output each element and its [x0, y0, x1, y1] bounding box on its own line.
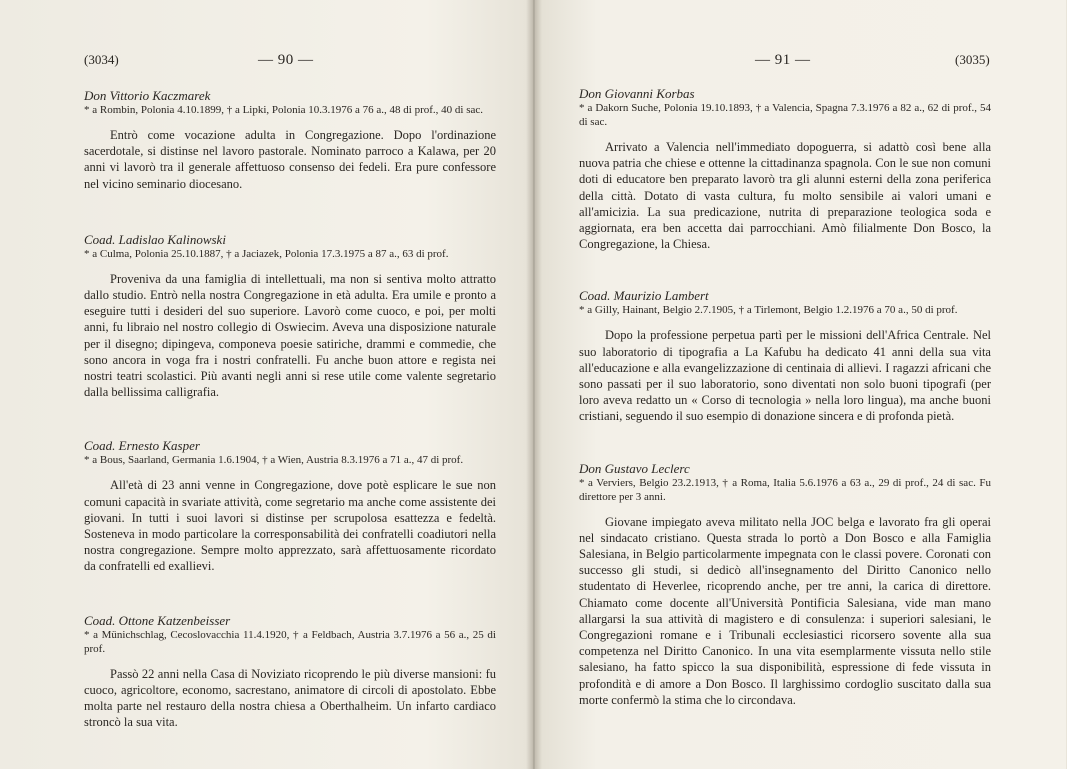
obituary-dates: * a Bous, Saarland, Germania 1.6.1904, † a Wien, Austria 8.3.1976 a 71 a., 47 di prof.: [84, 454, 464, 467]
obituary-entry: [84, 613, 496, 731]
obituary-dates: * a Gilly, Hainant, Belgio 2.7.1905, † a Tirlemont, Belgio 1.2.1976 a 70 a., 50 di prof.: [579, 304, 958, 317]
right-page: [533, 0, 1066, 769]
left-page: [0, 0, 533, 769]
obituary-name: Don Giovanni Korbas: [579, 86, 695, 101]
right-page-number: — 91 —: [755, 52, 811, 68]
obituary-dates: * a Münichschlag, Cecoslovacchia 11.4.1920, † a Feldbach, Austria 3.7.1976 a 56 a., 25 di prof.: [84, 628, 496, 655]
left-page-column: [84, 88, 496, 730]
obituary-dates: * a Dakorn Suche, Polonia 19.10.1893, † a Valencia, Spagna 7.3.1976 a 82 a., 62 di prof., 54 di sac.: [579, 102, 991, 128]
obituary-name: Don Vittorio Kaczmarek: [84, 88, 211, 103]
obituary-name: Don Gustavo Leclerc: [579, 460, 690, 476]
obituary-entry: [84, 438, 496, 574]
right-page-header: [533, 52, 1066, 72]
obituary-entry: [579, 288, 991, 424]
obituary-entry: [84, 88, 496, 192]
obituary-entry: [84, 232, 496, 401]
obituary-body: Arrivato a Valencia nell'immediato dopoguerra, si adattò così bene alla nuova patria che chiese e ottenne la cittadinanza spagnola. Con le sue non comuni doti di educatore ben preparato lavorò tra gli alunni esterni della zona periferica della città. Dotato di vasta cultura, fu molto sensibile ai valori umani e all'amicizia. La sua predicazione, nutrita di preparazione teologica soda e aggiornata, era ben accetta dai parrocchiani. Amò filialmente Don Bosco, la Congregazione, la Chiesa.: [579, 140, 991, 252]
obituary-body: Dopo la professione perpetua partì per le missioni dell'Africa Centrale. Nel suo laboratorio di tipografia a La Kafubu ha dedicato 41 anni della sua vita all'educazione e alla evangelizzazione di centinaia di allievi. I ragazzi africani che sono passati per il suo laboratorio, sono diventati non solo buoni tipografi (per loro aveva redatto un « Corso di tecnologia » nella loro lingua), ma anche buoni cristiani, seguendo il suo esempio di donazione sincera e di profonda pietà.: [579, 328, 991, 424]
obituary-entry: [579, 86, 991, 252]
obituary-body: Giovane impiegato aveva militato nella JOC belga e lavorato fra gli operai nel sindacato cristiano. Questa strada lo portò a Don Bosco e alla Famiglia Salesiana, in Belgio particolarmente impegnata con le classi povere. Coronati con successo gli studi, si dedicò all'insegnamento del Diritto Canonico nello studentato di Heverlee, ricoprendo anche, per tre anni, la carica di direttore. Chiamato come docente all'Università Pontificia Salesiana, vide man mano allargarsi la sua attività di magistero e di consulenza: i superiori salesiani, le Congregazioni romane e i Tribunali ecclesiastici ricorsero sovente alla sua competenza nel Diritto Canonico. In una vita esemplarmente vissuta nello stile salesiano, ha fatto spicco la sua disponibilità, espressione di fede vissuta in profondità e di amore a Don Bosco. Il larghissimo cordoglio suscitato dalla sua morte confermò la stima che lo circondava.: [579, 514, 991, 707]
obituary-body: Entrò come vocazione adulta in Congregazione. Dopo l'ordinazione sacerdotale, si distinse nel lavoro pastorale. Nominato parroco a Kalawa, per 20 anni vi lavorò tra il generale affettuoso consenso dei fedeli. Era pure confessore nel vicino seminario diocesano.: [84, 128, 496, 191]
right-page-column: [579, 86, 991, 708]
obituary-dates: * a Verviers, Belgio 23.2.1913, † a Roma, Italia 5.6.1976 a 63 a., 29 di prof., 24 di sac. Fu direttore per 3 anni.: [579, 476, 991, 503]
obituary-name: Coad. Ladislao Kalinowski: [84, 231, 226, 247]
right-page-code: (3035): [955, 52, 990, 67]
left-page-code: (3034): [84, 52, 119, 67]
obituary-name: Coad. Maurizio Lambert: [579, 288, 709, 304]
obituary-body: All'età di 23 anni venne in Congregazione, dove potè esplicare le sue non comuni capacità in svariate attività, come segretario ma anche come assistente dei giovani. In tutti i suoi lavori si distinse per scrupolosa esattezza e fedeltà. Sosteneva in modo particolare la corresponsabilità dei confratelli coadiutori nella nostra congregazione. Sempre molto apprezzato, sarà affettuosamente ricordato da confratelli ed exallievi.: [84, 478, 496, 574]
obituary-body: Passò 22 anni nella Casa di Noviziato ricoprendo le più diverse mansioni: fu cuoco, agricoltore, economo, sacrestano, animatore di circoli di apostolato. Ebbe molta parte nel restauro della nostra chiesa a Oberthalheim. Un infarto cardiaco stroncò la sua vita.: [84, 666, 496, 730]
obituary-name: Coad. Ernesto Kasper: [84, 438, 200, 454]
obituary-name: Coad. Ottone Katzenbeisser: [84, 612, 231, 628]
obituary-entry: [579, 461, 991, 708]
obituary-dates: * a Culma, Polonia 25.10.1887, † a Jaciazek, Polonia 17.3.1975 a 87 a., 63 di prof.: [84, 247, 449, 260]
left-page-header: [0, 52, 533, 72]
obituary-body: Proveniva da una famiglia di intellettuali, ma non si sentiva molto attratto dallo studio. Entrò nella nostra Congregazione in età adulta. Era umile e pronto a eseguire tutti i desideri del suo superiore. Lavorò come cuoco, e poi, per molti anni, fu libraio nel nostro collegio di Oswiecim. Aveva una disposizione naturale per il disegno; dipingeva, componeva poesie satiriche, drammi e commedie, che sono ancora in voga fra i nostri confratelli. Fu anche buon attore e regista nei nostri teatri scolastici. Più avanti negli anni si rese utile come valente segretario dalla bellissima calligrafia.: [84, 271, 496, 400]
left-page-number: — 90 —: [258, 52, 314, 68]
obituary-dates: * a Rombin, Polonia 4.10.1899, † a Lipki, Polonia 10.3.1976 a 76 a., 48 di prof., 40 di sac.: [84, 104, 484, 116]
